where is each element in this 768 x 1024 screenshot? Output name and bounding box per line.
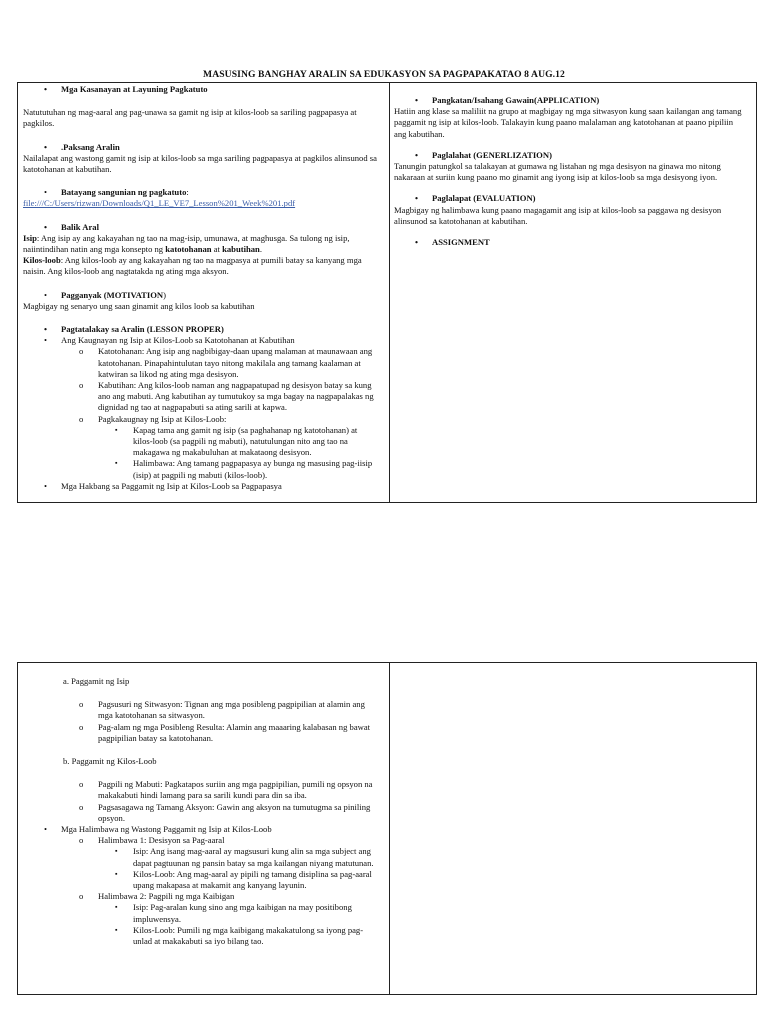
square-item-kapag: ▪ Kapag tama ang gamit ng isip (sa paghahanap ng katotohanan) at kilos-loob (sa pagpili ng mabuti), natutulungan nito ang tao na makagawa ng makabuluhan at makataong desisyon.	[115, 424, 358, 458]
lesson-item-hakbang: • Mga Hakbang sa Paggamit ng Isip at Kilos-Loob sa Pagpapasya	[44, 480, 282, 491]
lesson-heading: • Pagtatalakay sa Aralin (LESSON PROPER)	[44, 324, 224, 335]
subitem-pag-alam: o Pag-alam ng mga Posibleng Resulta: Alamin ang maaaring kalabasan ng bawat pagpipilian batay sa katotohanan.	[79, 721, 371, 743]
column-divider	[389, 663, 390, 994]
topic-heading: • .Paksang Aralin	[44, 141, 120, 152]
reference-link[interactable]: file:///C:/Users/rizwan/Downloads/Q1_LE_VE7_Lesson%201_Week%201.pdf	[23, 198, 296, 209]
reference-heading: • Batayang sangunian ng pagkatuto:	[44, 187, 189, 198]
example-2-title: o Halimbawa 2: Pagpili ng mga Kaibigan	[79, 891, 235, 902]
subitem-pagsasagawa: o Pagsasagawa ng Tamang Aksyon: Gawin ang aksyon na tumutugma sa piniling opsyon.	[79, 801, 371, 823]
lesson-plan-table-2	[17, 662, 757, 995]
review-kilos-paragraph: Kilos-loob: Ang kilos-loob ay ang kakayahan ng tao na magpasya at pumili batay sa kanyang mga naisin. Ang kilos-loob ang nagtatakda ng ating mga aksyon.	[23, 255, 362, 277]
application-heading: • Pangkatan/Isahang Gawain(APPLICATION)	[415, 95, 600, 105]
subitem-pagsusuri: o Pagsusuri ng Sitwasyon: Tignan ang mga posibleng pagpipilian at alamin ang mga katotohanan sa sitwasyon.	[79, 699, 365, 721]
left-column	[18, 83, 389, 492]
application-text: Hatiin ang klase sa maliliit na grupo at magbigay ng mga sitwasyon kung saan kailangan ang tamang paggamit ng isip at kilos-loob. Talakayin kung paano malalaman ang katotohanan at paano pipiliin ang kabutihan.	[394, 106, 742, 139]
review-heading: • Balik Aral	[44, 221, 99, 232]
lesson-item-kaugnayan: • Ang Kaugnayan ng Isip at Kilos-Loob sa Katotohanan at Kabutihan	[44, 335, 295, 346]
examples-heading: • Mga Halimbawa ng Wastong Paggamit ng Isip at Kilos-Loob	[44, 824, 272, 835]
left-column	[18, 663, 389, 947]
subitem-katotohanan: o Katotohanan: Ang isip ang nagbibigay-daan upang malaman at maunawaan ang katotohanan. Pinapahintulutan tayo nitong makilala ang tamang kaalaman at katwiran sa likod ng ating mga desisyon.	[79, 346, 373, 379]
topic-text: Nailalapat ang wastong gamit ng isip at kilos-loob sa mga sariling pagpapasya at pagkilos alinsunod sa katotohanan at kabutihan.	[23, 152, 377, 175]
example-1-kilos-loob: ▪ Kilos-Loob: Ang mag-aaral ay pipili ng tamang disiplina sa pag-aaral upang makapasa at makamit ang kanyang layunin.	[115, 868, 372, 891]
right-column	[390, 83, 756, 248]
generalization-text: Tanungin patungkol sa talakayan at gumawa ng listahan ng mga desisyon na ginawa mo nitong nakaraan at suriin kung paano mo ginamit ang iyong isip at kilos-loob sa mga desisyong iyon.	[394, 161, 721, 183]
square-item-halimbawa: ▪ Halimbawa: Ang tamang pagpapasya ay bunga ng masusing pag-iisip (isip) at pagpili ng mabuti (kilos-loob).	[115, 458, 373, 480]
subitem-pagkakaugnay: o Pagkakaugnay ng Isip at Kilos-Loob:	[79, 413, 227, 424]
motivation-text: Magbigay ng senaryo ung saan ginamit ang kilos loob sa kabutihan	[23, 300, 255, 311]
example-1-isip: ▪ Isip: Ang isang mag-aaral ay magsusuri kung alin sa mga subject ang dapat pagtuunan ng pansin batay sa mga kailangan niyang matutunan.	[115, 846, 374, 868]
objectives-text: Natututuhan ng mag-aaral ang pag-unawa sa gamit ng isip at kilos-loob sa sariling pagpapasya at pagkilos.	[23, 107, 357, 129]
subitem-kabutihan: o Kabutihan: Ang kilos-loob naman ang nagpapatupad ng desisyon batay sa kung ano ang mabuti. Ang kabutihan ay tumutukoy sa mga bagay na nagpapalakas ng dignidad ng tao at nagpapabuti sa ating sarili at kapwa.	[79, 380, 374, 413]
example-2-isip: ▪ Isip: Pag-aralan kung sino ang mga kaibigan na may positibong impluwensya.	[115, 902, 352, 924]
motivation-heading: • Pagganyak (MOTIVATION)	[44, 289, 166, 300]
document-title: MASUSING BANGHAY ARALIN SA EDUKASYON SA PAGPAPAKATAO 8 AUG.12	[203, 69, 565, 80]
evaluation-text: Magbigay ng halimbawa kung paano magagamit ang isip at kilos-loob sa paggawa ng desisyon alinsunod sa katotohanan at kabutihan.	[394, 204, 722, 226]
example-2-kilos-loob: ▪ Kilos-Loob: Pumili ng mga kaibigang makakatulong sa iyong pag-unlad at makakabuti sa iyo bilang tao.	[115, 924, 364, 947]
lesson-plan-table-1	[17, 82, 757, 503]
evaluation-heading: • Paglalapat (EVALUATION)	[415, 193, 536, 204]
review-isip-paragraph: Isip: Ang isip ay ang kakayahan ng tao na mag-isip, umunawa, at maghusga. Sa tulong ng isip, naiintindihan natin ang mga konsepto ng katotohanan at kabutihan.	[23, 232, 350, 255]
subitem-pagpili: o Pagpili ng Mabuti: Pagkatapos suriin ang mga pagpipilian, pumili ng opsyon na makakabuti hindi lamang para sa sarili kundi para din sa iba.	[79, 779, 373, 801]
assignment-heading: • ASSIGNMENT	[415, 237, 490, 248]
generalization-heading: • Paglalahat (GENERLIZATION)	[415, 149, 552, 160]
isip-usage-heading: a. Paggamit ng Isip	[63, 676, 130, 686]
objectives-heading: • Mga Kasanayan at Layuning Pagkatuto	[44, 84, 208, 94]
example-1-title: o Halimbawa 1: Desisyon sa Pag-aaral	[79, 835, 225, 846]
kilos-loob-usage-heading: b. Paggamit ng Kilos-Loob	[63, 756, 157, 767]
